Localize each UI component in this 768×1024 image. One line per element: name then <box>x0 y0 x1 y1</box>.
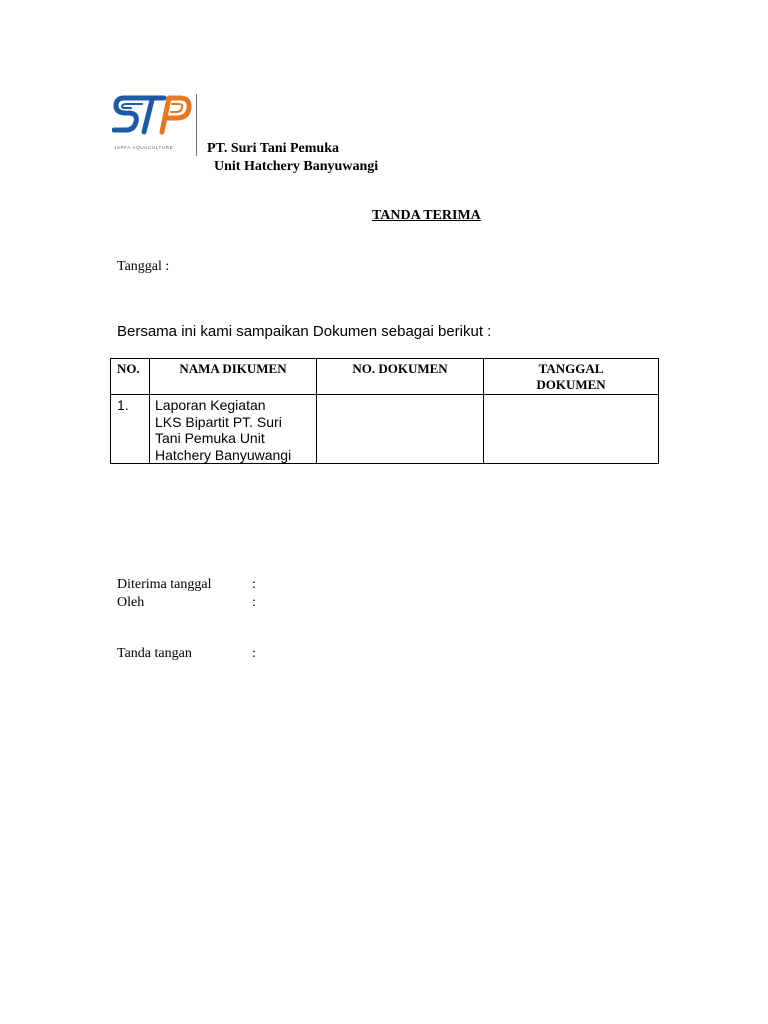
received-by-label: Oleh <box>117 595 145 610</box>
received-date-colon: : <box>252 577 256 592</box>
company-logo <box>112 92 194 158</box>
signature-colon: : <box>252 646 256 661</box>
cell-no: 1. <box>111 395 150 464</box>
received-date-row <box>117 577 256 593</box>
header-document-number: NO. DOKUMEN <box>317 359 484 395</box>
document-name-line: Tani Pemuka Unit <box>155 430 265 446</box>
date-line: Tanggal : <box>117 259 170 274</box>
svg-text:JAPFA AQUACULTURE: JAPFA AQUACULTURE <box>114 145 174 150</box>
header-document-date-line2: DOKUMEN <box>536 377 606 392</box>
signature-row <box>117 646 256 662</box>
document-name-line: LKS Bipartit PT. Suri <box>155 413 282 430</box>
cell-document-number <box>317 395 484 464</box>
header-document-name: NAMA DIKUMEN <box>150 359 317 395</box>
company-unit: Unit Hatchery Banyuwangi <box>214 159 379 174</box>
intro-text: Bersama ini kami sampaikan Dokumen sebagai berikut : <box>117 323 492 340</box>
document-name-line: Hatchery Banyuwangi <box>155 446 292 463</box>
logo-divider <box>196 94 197 156</box>
document-title: TANDA TERIMA <box>372 208 481 223</box>
cell-document-date <box>484 395 659 464</box>
received-by-colon: : <box>252 595 256 610</box>
cell-document-name <box>150 395 317 464</box>
header-no: NO. <box>111 359 150 395</box>
document-name-line: Laporan Kegiatan <box>155 397 266 413</box>
table-header-row <box>111 359 659 395</box>
header-document-date <box>484 359 659 395</box>
signature-label: Tanda tangan <box>117 646 192 661</box>
received-date-label: Diterima tanggal <box>117 577 212 592</box>
header-document-date-line1: TANGGAL <box>538 361 604 376</box>
company-name: PT. Suri Tani Pemuka <box>207 141 340 156</box>
table-row <box>111 395 659 464</box>
stp-logo-icon <box>112 92 194 158</box>
documents-table <box>110 358 659 464</box>
received-by-row <box>117 595 256 611</box>
